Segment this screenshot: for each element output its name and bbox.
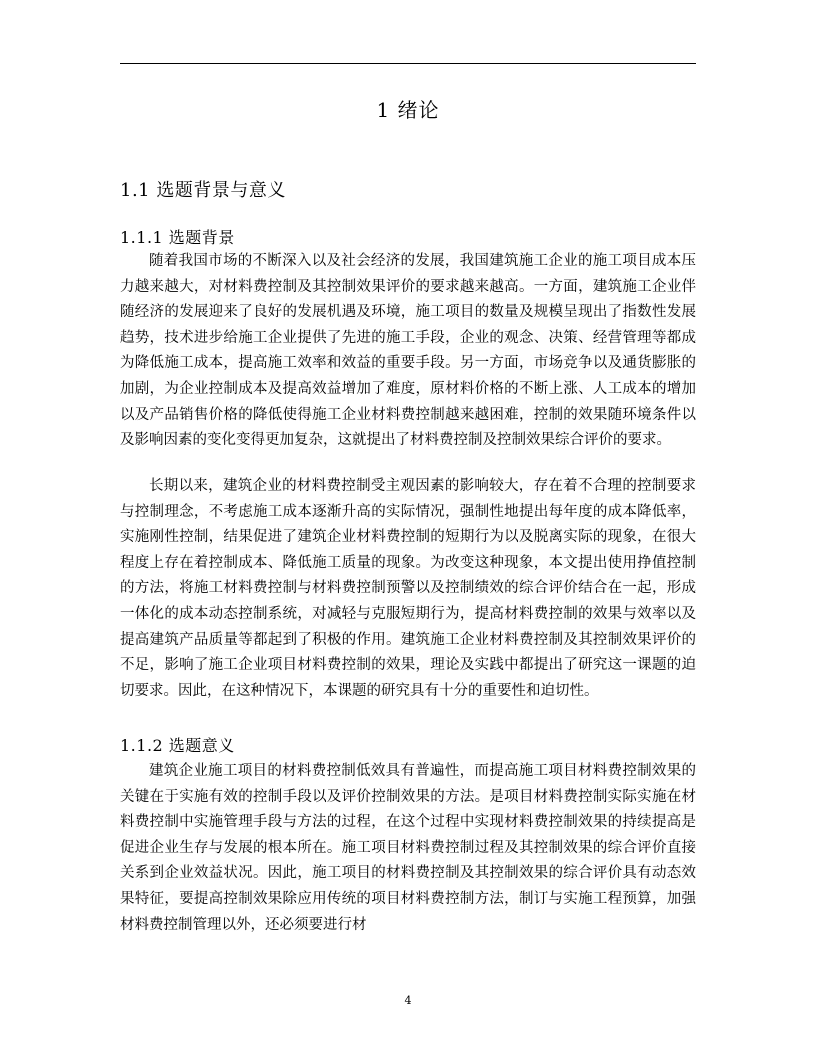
subsection-heading-significance: 1.1.2 选题意义 — [120, 736, 235, 755]
paragraph-background-2: 长期以来，建筑企业的材料费控制受主观因素的影响较大，存在着不合理的控制要求与控制理念，不考虑施工成本逐渐升高的实际情况，强制性地提出每年度的成本降低率，实施刚性控制，结果促进了建筑企业材料费控制的短期行为以及脱离实际的现象，在很大程度上存在着控制成本、降低施工质量的现象。为改变这种现象，本文提出使用挣值控制的方法，将施工材料费控制与材料费控制预警以及控制绩效的综合评价结合在一起，形成一体化的成本动态控制系统，对减轻与克服短期行为，提高材料费控制的效果与效率以及提高建筑产品质量等都起到了积极的作用。建筑施工企业材料费控制及其控制效果评价的不足，影响了施工企业项目材料费控制的效果，理论及实践中都提出了研究这一课题的迫切要求。因此，在这种情况下，本课题的研究具有十分的重要性和迫切性。 — [120, 478, 696, 699]
paragraph-background-1: 随着我国市场的不断深入以及社会经济的发展，我国建筑施工企业的施工项目成本压力越来越大，对材料费控制及其控制效果评价的要求越来越高。一方面，建筑施工企业伴随经济的发展迎来了良好的发展机遇及环境，施工项目的数量及规模呈现出了指数性发展趋势，技术进步给施工企业提供了先进的施工手段，企业的观念、决策、经营管理等都成为降低施工成本，提高施工效率和效益的重要手段。另一方面，市场竞争以及通货膨胀的加剧，为企业控制成本及提高效益增加了难度，原材料价格的不断上涨、人工成本的增加以及产品销售价格的降低使得施工企业材料费控制越来越困难，控制的效果随环境条件以及影响因素的变化变得更加复杂，这就提出了材料费控制及控制效果综合评价的要求。 — [120, 253, 696, 449]
subsection-heading-background: 1.1.1 选题背景 — [120, 228, 235, 247]
section-heading: 1.1 选题背景与意义 — [120, 180, 286, 201]
header-rule — [120, 63, 696, 64]
paragraph-significance-1: 建筑企业施工项目的材料费控制低效具有普遍性，而提高施工项目材料费控制效果的关键在于实施有效的控制手段以及评价控制效果的方法。是项目材料费控制实际实施在材料费控制中实施管理手段与方法的过程，在这个过程中实现材料费控制效果的持续提高是促进企业生存与发展的根本所在。施工项目材料费控制过程及其控制效果的综合评价直接关系到企业效益状况。因此，施工项目的材料费控制及其控制效果的综合评价具有动态效果特征，要提高控制效果除应用传统的项目材料费控制方法，制订与实施工程预算，加强材料费控制管理以外，还必须要进行材 — [120, 763, 696, 933]
page-number: 4 — [404, 994, 412, 1007]
chapter-title: 1 绪论 — [376, 98, 440, 122]
